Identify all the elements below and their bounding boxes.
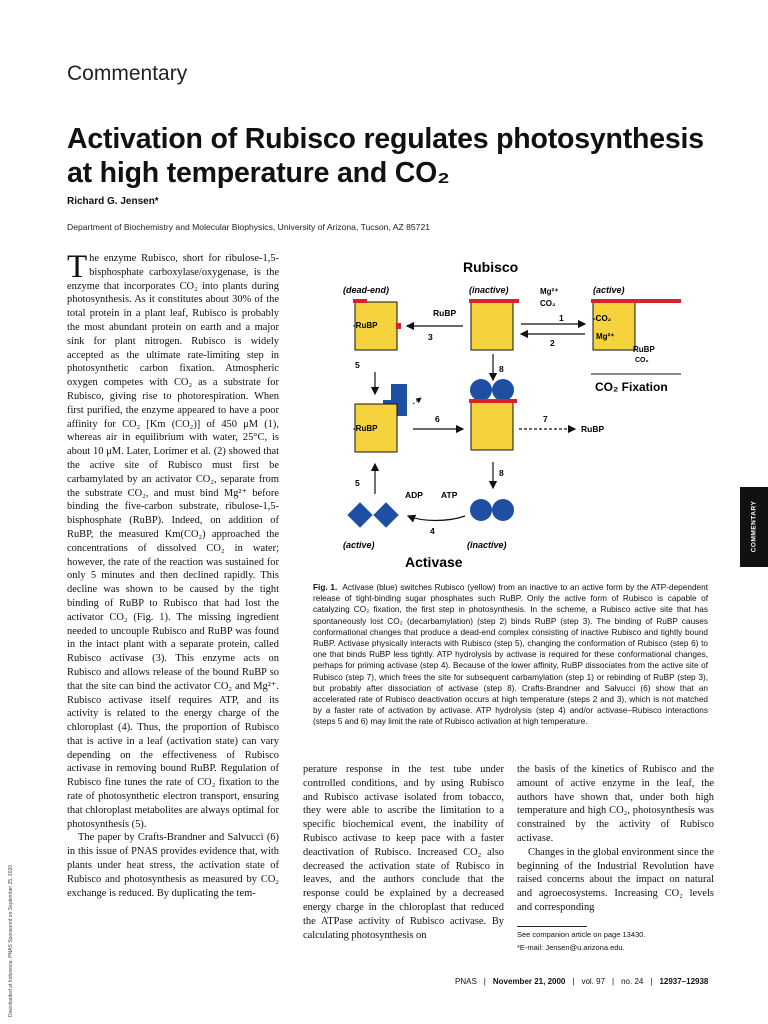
download-note-text: Downloaded at Indonesia: PNAS Sponsored on September 25, 2020 (8, 864, 14, 1017)
activase-circle (470, 379, 492, 401)
step-4: 4 (430, 526, 435, 536)
adp-label: ADP (405, 490, 423, 500)
body-paragraph: Changes in the global environment since the beginning of the Industrial Revolution have raised concerns about the impact on natural and agroecosystems. Increasing CO₂ levels and corresponding (517, 846, 714, 913)
rubisco-inactive-top (471, 302, 513, 350)
activase-active-shape (373, 502, 398, 527)
footer-journal: PNAS (455, 977, 477, 986)
activase-circle (492, 379, 514, 401)
body-paragraph: The enzyme Rubisco, short for ribulose-1,5-bisphosphate carboxylase/oxygenase, is the enzyme that incorporates CO₂ into plants during photosynthesis. As it constitutes about 30% of the total protein in a plant leaf, Rubisco is probably the most abundant protein on earth and a major sink for plant nitrogen. Rubisco is widely accepted as the ultimate rate-limiting step in photosynthetic carbon fixation. Atmospheric oxygen competes with CO₂ as a substrate for Rubisco, giving rise to photorespiration. When first purified, the enzyme appeared to have a poor affinity for CO₂ [Km (CO₂)] of 450 μM (1), whereas air in equilibrium with water, 25°C, is about 10 μM. Later, Lorimer et al. (2) showed that the active site of Rubisco must first be carbamylated by an activator CO₂, separate from the substrate CO₂, and must bind Mg²⁺ before binding the five-carbon substrate, ribulose-1,5-bisphosphate (RuBP). Indeed, on addition of RuBP, the measured Km(CO₂) approached the concentrations of dissolved CO₂ in water; however, the rate of the reaction was sustained for only 5 minutes and then declined rapidly. This decline was shown to be caused by the tight binding of RuBP to Rubisco that had lost the activator CO₂ (Fig. 1). The missing ingredient needed to uncouple Rubisco and RuBP was found in the intact plant with a separate protein, called Rubisco activase (3). This enzyme acts on Rubisco and allows release of the bound RuBP so that the site can bind the activator CO₂ and Mg²⁺. Rubisco activase itself requires ATP, and its activity is related to the energy charge of the chloroplast (4). Thus, the proportion of Rubisco that is active in a leaf (activation state) can vary depending on the effectiveness of Rubisco activase in removing bound RuBP. Regulation of Rubisco fine tunes the rate of CO₂ fixation to the rate of photosynthetic electron transport, ensuring that chloroplast metabolites are always optimal for photosynthesis (5). (67, 249, 279, 830)
step-1: 1 (559, 313, 564, 323)
footer-volume: vol. 97 (581, 977, 606, 986)
box-mg-label: Mg²⁺ (596, 332, 615, 341)
label-dead-end: (dead-end) (343, 285, 389, 295)
activase-inactive-circle (492, 499, 514, 521)
article-title: Activation of Rubisco regulates photosynthesis at high temperature and CO₂ (67, 123, 704, 189)
activase-active-shape (347, 502, 372, 527)
author: Richard G. Jensen* (67, 196, 159, 207)
label-inactive-top: (inactive) (469, 285, 509, 295)
co2-active-label: CO₂ (635, 357, 649, 364)
label-active-bottom: (active) (343, 540, 375, 550)
body-column-2 (303, 763, 504, 942)
active-site-mark (469, 299, 519, 303)
step-2: 2 (550, 338, 555, 348)
body-paragraph: perature response in the test tube under controlled conditions, and by using Rubisco and Rubisco activase isolated from tobacco, they were able to ascribe the limitation to a specific biochemical event, the inability of Rubisco activase to keep pace with a faster deactivation of Rubisco. Increased CO₂ also decreased the activation state of Rubisco in leaves, and the authors conclude that the response could be explained by a decreased energy charge in the chloroplast that reduced the ATPase activity of Rubisco activase. By calculating photosynthesis on (303, 764, 504, 941)
active-site-mark (469, 399, 517, 403)
active-site-mark (396, 323, 401, 329)
footer-number: no. 24 (621, 977, 644, 986)
rubp-label-step3: RuBP (433, 308, 457, 318)
arrow-step-4 (408, 516, 465, 521)
rubp-active-label: RuBP (633, 345, 655, 354)
footnote-divider (517, 926, 587, 927)
rubp-bound-label-2: -RuBP (353, 424, 378, 433)
label-inactive-bottom: (inactive) (467, 540, 507, 550)
figure-caption (313, 582, 708, 728)
download-note (4, 858, 14, 1018)
rubisco-complex-right (471, 402, 513, 450)
mg-label: Mg²⁺ (540, 287, 559, 296)
body-paragraph: The paper by Crafts-Brandner and Salvucci (6) in this issue of PNAS provides evidence that, with plants under heat stress, the activation state of Rubisco and photosynthesis as measured by CO₂ exchange is reduced. By duplicating the tem- (67, 832, 279, 899)
step-6: 6 (435, 414, 440, 424)
box-co2-label: -CO₂ (593, 314, 612, 323)
caption-label: Fig. 1. (313, 583, 338, 592)
atp-label: ATP (441, 490, 458, 500)
activase-block (391, 384, 407, 400)
activase-motion-arrow (413, 398, 421, 404)
active-site-mark (591, 299, 681, 303)
caption-text: Activase (blue) switches Rubisco (yellow) from an inactive to an active form by the ATP-dependent release of tight-binding sugar phosphates such RuBP. Only the active form of Rubisco is capable of catalyzing CO₂ fixation, the first step in photosynthesis. In the scheme, a Rubisco active site that has spontaneously lost CO₂ (decarbamylation) (step 2) binds RuBP (step 3). The binding of RuBP causes conformational changes that produce a dead-end complex consisting of inactive Rubisco and tightly bound RuBP. Activase physically interacts with Rubisco (step 5), changing the conformation of Rubisco (step 6) to one that binds RuBP less tightly. ATP hydrolysis by activase is required for these conformational changes, perhaps for priming activase (step 4). Because of the lower affinity, RuBP dissociates from the active site of Rubisco (step 7), which frees the site for subsequent carbamylation (step 1) or rebinding of RuBP (step 3), but probably after dissociation of activase (step 8). Crafts-Brandner and Salvucci (6) show that an accelerated rate of Rubisco deactivation occurs at high temperature (steps 2 and 3), which is not matched by a faster rate of activation by activase. ATP hydrolysis (step 4) and/or activase–Rubisco interactions (steps 5 and 6) may limit the rate of Rubisco activation at high temperature. (313, 583, 708, 727)
step-3: 3 (428, 332, 433, 342)
figure-1-diagram (313, 254, 705, 586)
co2-label: CO₂ (540, 299, 556, 308)
figure-title: Rubisco (463, 259, 519, 275)
rubp-bound-label: -RuBP (353, 321, 378, 330)
label-active-top: (active) (593, 285, 625, 295)
activase-inactive-circle (470, 499, 492, 521)
step-8-bottom: 8 (499, 468, 504, 478)
footer-date: November 21, 2000 (492, 977, 566, 986)
side-tab-label: COMMENTARY (750, 500, 758, 553)
figure-bottom-title: Activase (405, 554, 463, 570)
step-5-top: 5 (355, 360, 360, 370)
step-8-top: 8 (499, 364, 504, 374)
step-7: 7 (543, 414, 548, 424)
step-5-bottom: 5 (355, 478, 360, 488)
body-column-1 (67, 249, 279, 900)
body-paragraph: the basis of the kinetics of Rubisco and the amount of active enzyme in the leaf, the authors have shown that, under both high temperature and high CO₂, photosynthesis was constrained by the activity of Rubisco activase. (517, 764, 714, 844)
footnote-email: *E-mail: Jensen@u.arizona.edu. (517, 943, 625, 952)
co2-fixation-label: CO₂ Fixation (595, 380, 668, 394)
affiliation: Department of Biochemistry and Molecular Biophysics, University of Arizona, Tucson, AZ 85721 (67, 222, 431, 232)
rubp-released-label: RuBP (581, 424, 605, 434)
section-side-tab (740, 487, 768, 567)
rubisco-active (593, 302, 635, 350)
footer-pages: 12937–12938 (659, 977, 709, 986)
body-column-3 (517, 763, 714, 915)
footnote-companion: See companion article on page 13430. (517, 930, 646, 939)
active-site-mark (353, 299, 367, 303)
section-heading: Commentary (67, 62, 188, 85)
page-footer: PNAS | November 21, 2000 | vol. 97 | no. 24 | 12937–12938 (455, 977, 709, 986)
